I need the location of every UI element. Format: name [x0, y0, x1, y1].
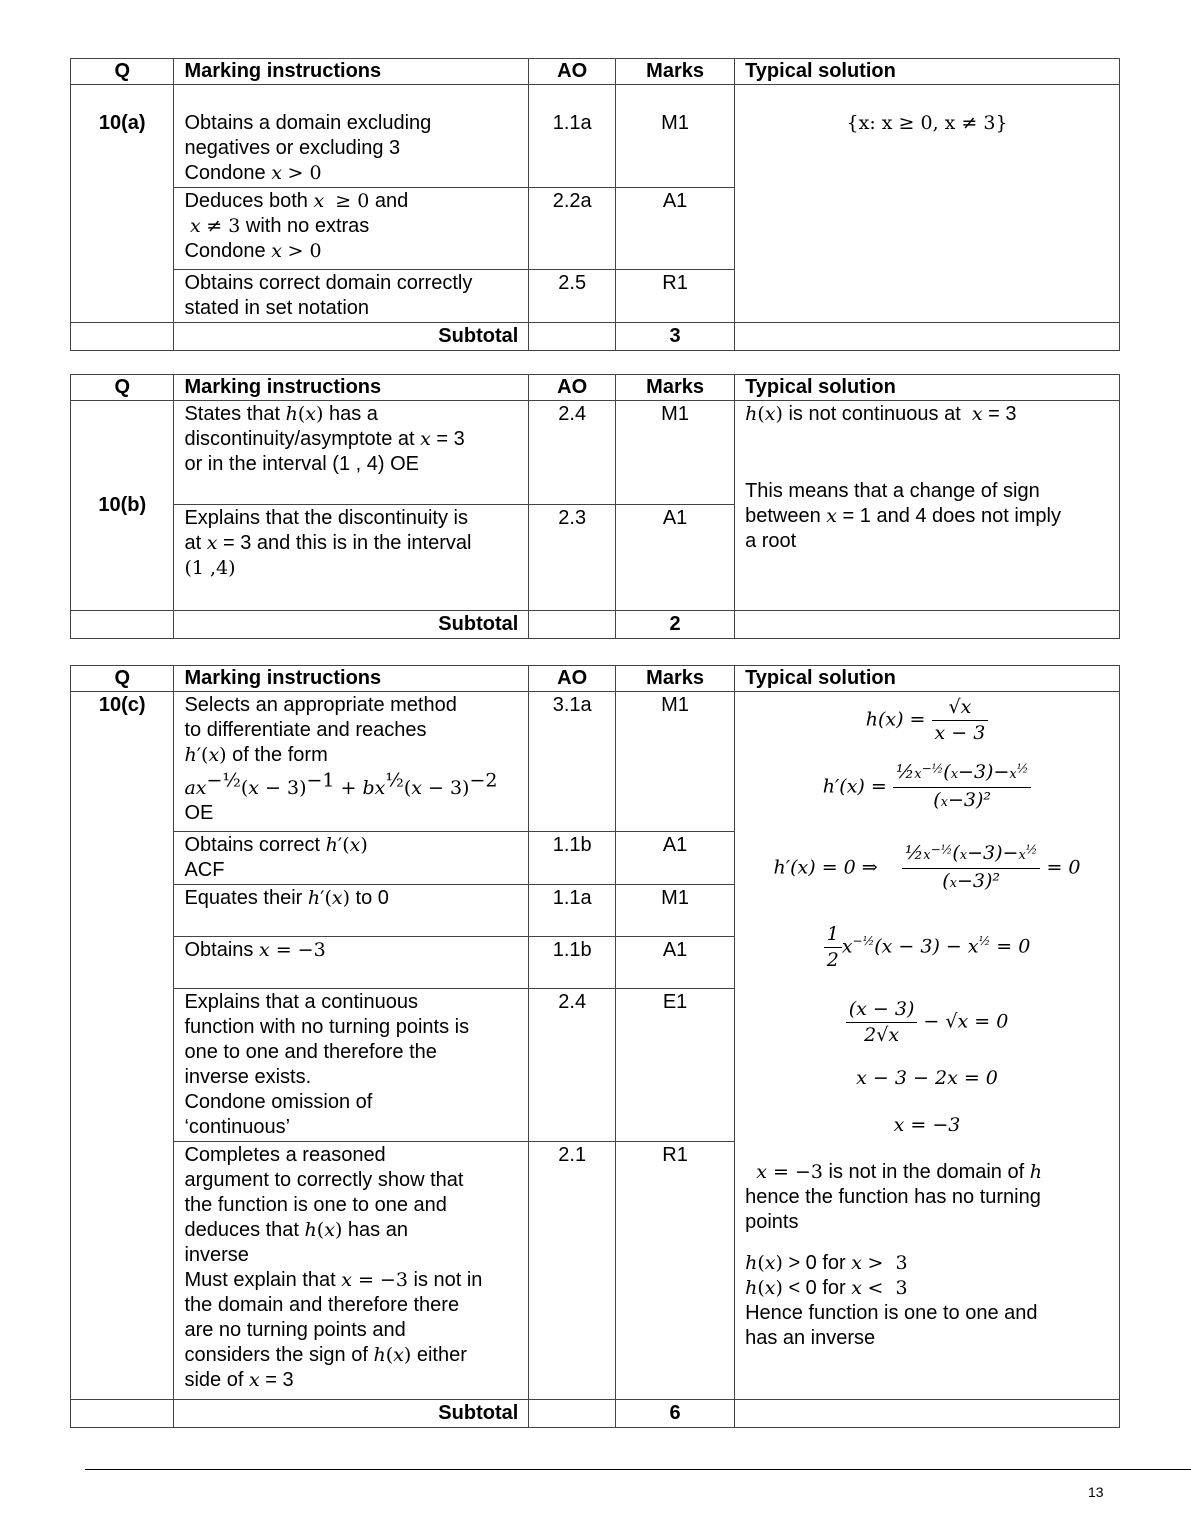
table-row	[71, 401, 1120, 505]
marking-instruction: Selects an appropriate method to differentiate and reaches h′(x) of the form $ax^{-\frac{1}{2}}(x - 3)^{-1} + bx^{\frac{1}{2}}(x - 3)^{-2}$ OE	[174, 692, 529, 832]
header-q: Q	[71, 59, 174, 85]
header-ao: AO	[529, 59, 616, 85]
typical-solution	[735, 85, 1120, 323]
question-label: 10(a)	[71, 85, 174, 323]
header-typical-solution: Typical solution	[735, 666, 1120, 692]
mark-code: M1	[616, 692, 735, 832]
ao-code: 2.2a	[529, 188, 616, 270]
header-ao: AO	[529, 375, 616, 401]
subtotal-value: 2	[616, 611, 735, 639]
mark-code: E1	[616, 989, 735, 1142]
marking-table-10a	[70, 58, 1120, 351]
mark-code: M1	[616, 885, 735, 937]
header-typical-solution: Typical solution	[735, 375, 1120, 401]
subtotal-value: 3	[616, 323, 735, 351]
ao-code: 2.1	[529, 1142, 616, 1400]
marking-table-10b	[70, 374, 1120, 639]
marking-instruction: Explains that a continuous function with no turning points is one to one and therefore the inverse exists. Condone omission of ‘continuous’	[174, 989, 529, 1142]
ao-code: 2.3	[529, 505, 616, 611]
header-marking-instructions: Marking instructions	[174, 666, 529, 692]
mark-code: R1	[616, 1142, 735, 1400]
marking-table-10c	[70, 665, 1120, 1428]
solution-h-definition: h(x) = $\frac{√x}{x - 3}$	[745, 695, 1109, 746]
typical-solution: h(x) is not continuous at x = 3 This means that a change of sign between x = 1 and 4 does not imply a root	[735, 401, 1120, 611]
ao-code: 2.4	[529, 989, 616, 1142]
solution-step-2: $\frac{(x - 3)}{2√x}$ − √x = 0	[745, 997, 1109, 1048]
marking-instruction: Equates their h′(x) to 0	[174, 885, 529, 937]
header-marking-instructions: Marking instructions	[174, 59, 529, 85]
mark-code: M1	[616, 85, 735, 188]
instruction-math-line: Condone x > 0	[184, 162, 322, 184]
solution-h-prime: h′(x) = $\frac{\frac{1}{2}x^{-\frac{1}{2}}(x-3)-x^{\frac{1}{2}}}{\text{(x−3)²}}$	[745, 760, 1109, 815]
mark-code: A1	[616, 188, 735, 270]
header-q: Q	[71, 666, 174, 692]
table-row	[71, 692, 1120, 832]
ao-code: 2.5	[529, 270, 616, 323]
marking-instruction: Obtains a domain excluding negatives or excluding 3 Condone x > 0	[174, 85, 529, 188]
subtotal-row	[71, 323, 1120, 351]
ao-code: 1.1a	[529, 885, 616, 937]
ao-code: 1.1a	[529, 85, 616, 188]
subtotal-row	[71, 1400, 1120, 1428]
question-label: 10(c)	[71, 692, 174, 1400]
header-marks: Marks	[616, 59, 735, 85]
ao-code: 3.1a	[529, 692, 616, 832]
mark-code: A1	[616, 937, 735, 989]
table-header-row	[71, 375, 1120, 401]
question-label: 10(b)	[71, 401, 174, 611]
mark-code: A1	[616, 832, 735, 885]
table-header-row	[71, 666, 1120, 692]
table-row	[71, 85, 1120, 188]
subtotal-label: Subtotal	[174, 323, 529, 351]
mark-code: R1	[616, 270, 735, 323]
ao-code: 2.4	[529, 401, 616, 505]
marking-instruction: Deduces both x ≥ 0 and x ≠ 3 with no extras Condone x > 0	[174, 188, 529, 270]
subtotal-label: Subtotal	[174, 611, 529, 639]
header-q: Q	[71, 375, 174, 401]
table-header-row	[71, 59, 1120, 85]
mark-code: M1	[616, 401, 735, 505]
marking-instruction: Explains that the discontinuity is at x = 3 and this is in the interval (1 ,4)	[174, 505, 529, 611]
subtotal-row	[71, 611, 1120, 639]
solution-step-1: $\frac{1}{2}$ $x^{-\frac{1}{2}}(x - 3) - x^{\frac{1}{2}} = 0$	[745, 922, 1109, 973]
marking-instruction: Completes a reasoned argument to correctly show that the function is one to one and deduces that h(x) has an inverse Must explain that x = −3 is not in the domain and therefore there are no turning points and considers the sign of h(x) either side of x = 3	[174, 1142, 529, 1400]
header-ao: AO	[529, 666, 616, 692]
marking-instruction: States that h(x) has a discontinuity/asymptote at x = 3 or in the interval (1 , 4) OE	[174, 401, 529, 505]
solution-step-3: x − 3 − 2x = 0	[856, 1067, 998, 1089]
solution-step-4: x = −3	[893, 1114, 961, 1136]
derivative-form-expression: $ax^{-\frac{1}{2}}(x - 3)^{-1} + bx^{\frac{1}{2}}(x - 3)^{-2}$	[184, 769, 498, 799]
typical-solution: h(x) = $\frac{√x}{x - 3}$ h′(x) = $\frac{\frac{1}{2}x^{-\frac{1}{2}}(x-3)-x^{\frac{1}{2}}}{\text{(x−3)²}}$ h′(x) = 0 ⇒ $\frac{\frac{1}{2}x^{-\frac{1}{2}}(x-3)-x^{\frac{1}{2}}}{\text{(x−3)²}}$ = 0 $\frac{1}{2}$ $x^{-\frac{1}{2}}(x - 3) - x^{\frac{1}{2}} = 0$ $\frac{(x - 3)}{2√x}$ − √x = 0 x − 3 − 2x = 0 x = −3 x = −3 is not in the domain of h hence the function has no turning points h(x) > 0 for x > 3 h(x) < 0 for x < 3 Hence function is one to one and has an inverse	[735, 692, 1120, 1400]
footer-divider	[85, 1469, 1191, 1470]
header-typical-solution: Typical solution	[735, 59, 1120, 85]
marking-instruction: Obtains correct h′(x) ACF	[174, 832, 529, 885]
ao-code: 1.1b	[529, 937, 616, 989]
mark-code: A1	[616, 505, 735, 611]
marking-instruction: Obtains correct domain correctly stated in set notation	[174, 270, 529, 323]
solution-set-notation: {x: x ≥ 0, x ≠ 3}	[846, 112, 1008, 134]
solution-h-prime-zero: h′(x) = 0 ⇒ $\frac{\frac{1}{2}x^{-\frac{1}{2}}(x-3)-x^{\frac{1}{2}}}{\text{(x−3)²}}$ = 0	[773, 842, 1081, 892]
page-number: 13	[1088, 1484, 1104, 1500]
subtotal-label: Subtotal	[174, 1400, 529, 1428]
header-marking-instructions: Marking instructions	[174, 375, 529, 401]
marking-instruction: Obtains x = −3	[174, 937, 529, 989]
subtotal-value: 6	[616, 1400, 735, 1428]
ao-code: 1.1b	[529, 832, 616, 885]
header-marks: Marks	[616, 375, 735, 401]
header-marks: Marks	[616, 666, 735, 692]
